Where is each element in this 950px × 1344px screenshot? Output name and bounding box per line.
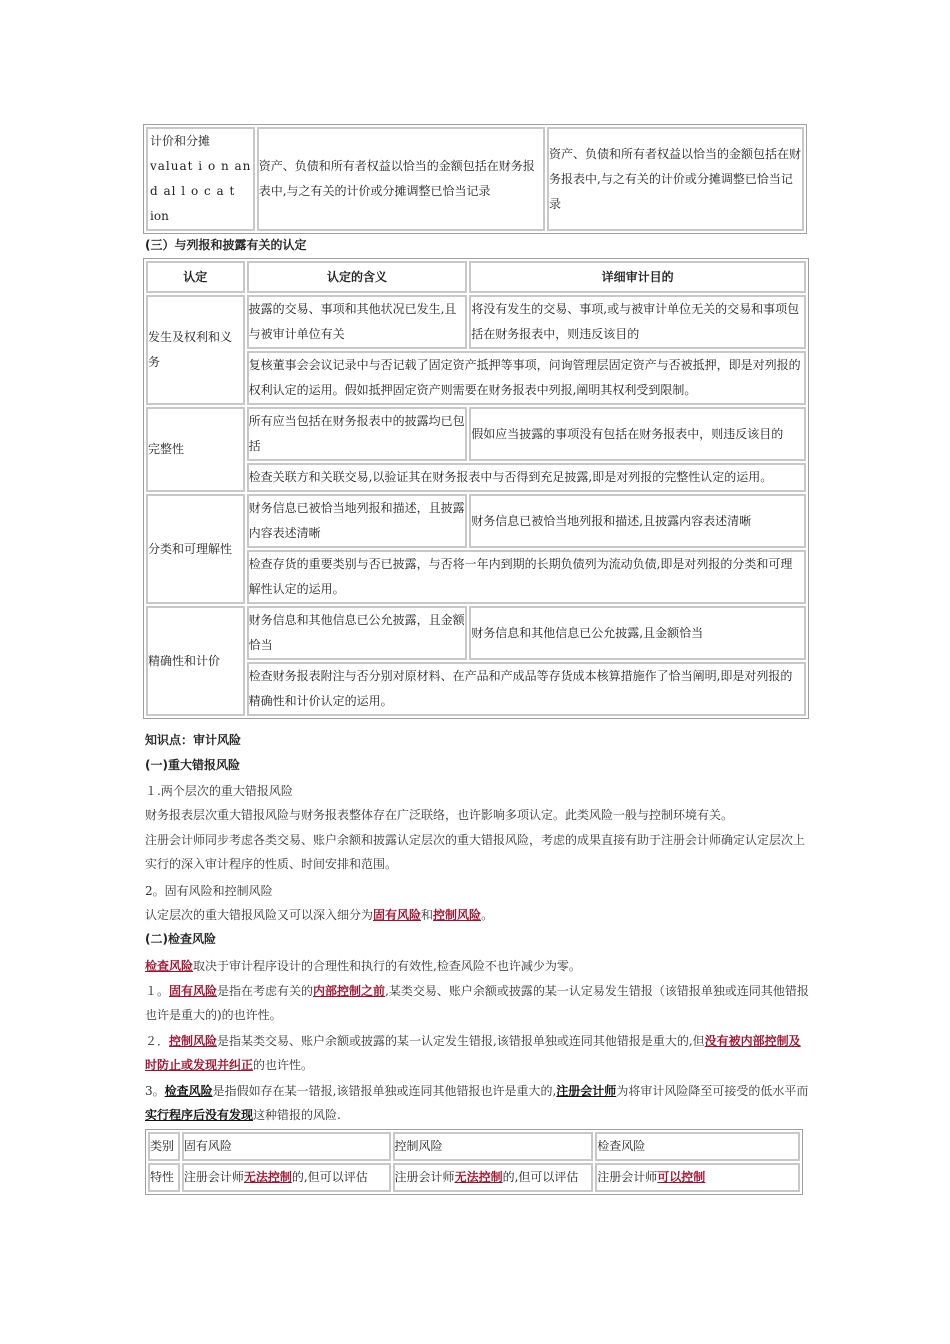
column-header: 详细审计目的 <box>469 261 806 293</box>
text: 是指在考虑有关的 <box>217 984 314 998</box>
text: 注册会计师 <box>394 1170 455 1184</box>
paragraph <box>145 954 810 978</box>
example-cell: 检查财务报表附注与否分别对原材料、在产品和产成品等存货成本核算措施作了恰当阐明,即是对列报的精确性和计价认定的运用。 <box>247 662 806 716</box>
text: 这种错报的风险. <box>253 1108 341 1122</box>
subsection-heading: (一)重大错报风险 <box>145 758 240 772</box>
risk-comparison-table <box>145 1129 803 1195</box>
highlight-term: 内部控制之前 <box>313 984 386 998</box>
text: 为将审计风险降至可接受的低水平而 <box>616 1084 809 1098</box>
meaning-cell: 财务信息已被恰当地列报和描述，且披露内容表述清晰 <box>247 494 468 548</box>
assertion-name: 发生及权利和义务 <box>146 295 245 405</box>
text: 注册会计师 <box>183 1170 244 1184</box>
text: 3。 <box>145 1084 165 1098</box>
table-row <box>146 351 806 405</box>
table-row <box>146 127 804 231</box>
header-cell: 类别 <box>148 1132 180 1161</box>
key-term: 注册会计师 <box>556 1084 617 1098</box>
table-row <box>146 407 806 461</box>
assertion-cell <box>146 127 255 231</box>
table-row <box>146 662 806 716</box>
text: 是指假如存在某一错报,该错报单独或连同其他错报也许是重大的, <box>212 1084 557 1098</box>
highlight-term: 固有风险 <box>373 908 422 922</box>
table-row <box>146 606 806 660</box>
example-cell: 复核董事会会议记录中与否记载了固定资产抵押等事项，问询管理层固定资产与否被抵押，即是对列报的权利认定的运用。假如抵押固定资产则需要在财务报表中列报,阐明其权利受到限制。 <box>247 351 806 405</box>
column-header: 认定 <box>146 261 245 293</box>
cell-line: valuat i o n an <box>150 159 252 173</box>
table-row <box>146 295 806 349</box>
text: 。 <box>481 908 494 922</box>
purpose-cell: 财务信息和其他信息已公允披露,且金额恰当 <box>469 606 806 660</box>
text: 和 <box>421 908 434 922</box>
purpose-cell: 财务信息已被恰当地列报和描述,且披露内容表述清晰 <box>469 494 806 548</box>
assertion-name: 分类和可理解性 <box>146 494 245 604</box>
meaning-cell: 资产、负债和所有者权益以恰当的金额包括在财务报表中,与之有关的计价或分摊调整已恰当记录 <box>257 127 545 231</box>
key-term: 检查风险 <box>164 1084 213 1098</box>
paragraph <box>145 1079 810 1127</box>
table-row <box>148 1163 800 1192</box>
subsection-heading: (二)检查风险 <box>145 932 216 946</box>
highlight-term: 控制风险 <box>433 908 482 922</box>
header-cell: 固有风险 <box>182 1132 391 1161</box>
purpose-cell: 资产、负债和所有者权益以恰当的金额包括在财务报表中,与之有关的计价或分摊调整已恰当记录 <box>547 127 804 231</box>
paragraph <box>145 1029 810 1077</box>
feature-cell <box>182 1163 391 1192</box>
highlight-term: 无法控制 <box>243 1170 292 1184</box>
paragraph: 财务报表层次重大错报风险与财务报表整体存在广泛联络，也许影响多项认定。此类风险一般与控制环境有关。 <box>145 808 734 822</box>
table-row <box>146 463 806 492</box>
knowledge-point-title: 知识点：审计风险 <box>145 733 242 747</box>
table-header-row <box>146 261 806 293</box>
table-row <box>146 494 806 548</box>
cell-line: ion <box>150 209 169 223</box>
valuation-table <box>143 124 807 234</box>
cell-line: d al l o c a t <box>150 184 236 198</box>
text: 认定层次的重大错报风险又可以深入细分为 <box>145 908 374 922</box>
table-row <box>146 550 806 604</box>
assertion-name: 精确性和计价 <box>146 606 245 716</box>
header-cell: 检查风险 <box>595 1132 800 1161</box>
disclosure-assertions-table <box>143 258 809 719</box>
highlight-term: 固有风险 <box>169 984 218 998</box>
highlight-term: 没有被内部控制及时防止或发现并纠正 <box>145 1034 801 1072</box>
header-cell: 控制风险 <box>393 1132 594 1161</box>
text: 的,但可以评估 <box>502 1170 579 1184</box>
key-term: 实行程序后没有发现 <box>145 1108 254 1122</box>
text: 是指某类交易、账户余额或披露的某一认定发生错报,该错报单独或连同其他错报是重大的,但 <box>217 1034 705 1048</box>
meaning-cell: 所有应当包括在财务报表中的披露均已包括 <box>247 407 468 461</box>
purpose-cell: 将没有发生的交易、事项,或与被审计单位无关的交易和事项包括在财务报表中，则违反该目的 <box>469 295 806 349</box>
meaning-cell: 披露的交易、事项和其他状况已发生,且与被审计单位有关 <box>247 295 468 349</box>
text: ,某类交易、账户余额或披露的某一认定易发生错报（该错报单独或连同其他错报也许是重大的)的也许性。 <box>145 984 809 1022</box>
table-header-row <box>148 1132 800 1161</box>
paragraph: 2。固有风险和控制风险 <box>145 884 273 898</box>
example-cell: 检查存货的重要类别与否已披露，与否将一年内到期的长期负债列为流动负债,即是对列报的分类和可理解性认定的运用。 <box>247 550 806 604</box>
row-label: 特性 <box>148 1163 180 1192</box>
section-heading: (三）与列报和披露有关的认定 <box>145 238 307 252</box>
column-header: 认定的含义 <box>247 261 468 293</box>
feature-cell <box>595 1163 800 1192</box>
highlight-term: 可以控制 <box>657 1170 706 1184</box>
text: 注册会计师 <box>597 1170 658 1184</box>
feature-cell <box>393 1163 594 1192</box>
paragraph <box>145 979 810 1027</box>
text: 的,但可以评估 <box>291 1170 368 1184</box>
highlight-term: 无法控制 <box>454 1170 503 1184</box>
paragraph: 注册会计师同步考虑各类交易、账户余额和披露认定层次的重大错报风险，考虑的成果直接有助于注册会计师确定认定层次上实行的深入审计程序的性质、时间安排和范围。 <box>145 833 806 871</box>
paragraph: １.两个层次的重大错报风险 <box>145 784 293 798</box>
assertion-name: 完整性 <box>146 407 245 492</box>
highlight-term: 控制风险 <box>169 1034 218 1048</box>
text: １。 <box>145 984 170 998</box>
cell-line: 计价和分摊 <box>150 134 211 148</box>
paragraph <box>145 903 810 927</box>
example-cell: 检查关联方和关联交易,以验证其在财务报表中与否得到充足披露,即是对列报的完整性认定的运用。 <box>247 463 806 492</box>
purpose-cell: 假如应当披露的事项没有包括在财务报表中，则违反该目的 <box>469 407 806 461</box>
meaning-cell: 财务信息和其他信息已公允披露，且金额恰当 <box>247 606 468 660</box>
text: ２． <box>145 1034 170 1048</box>
highlight-term: 检查风险 <box>145 959 194 973</box>
text: 的也许性。 <box>253 1058 314 1072</box>
text: 取决于审计程序设计的合理性和执行的有效性,检查风险不也许减少为零。 <box>193 959 581 973</box>
